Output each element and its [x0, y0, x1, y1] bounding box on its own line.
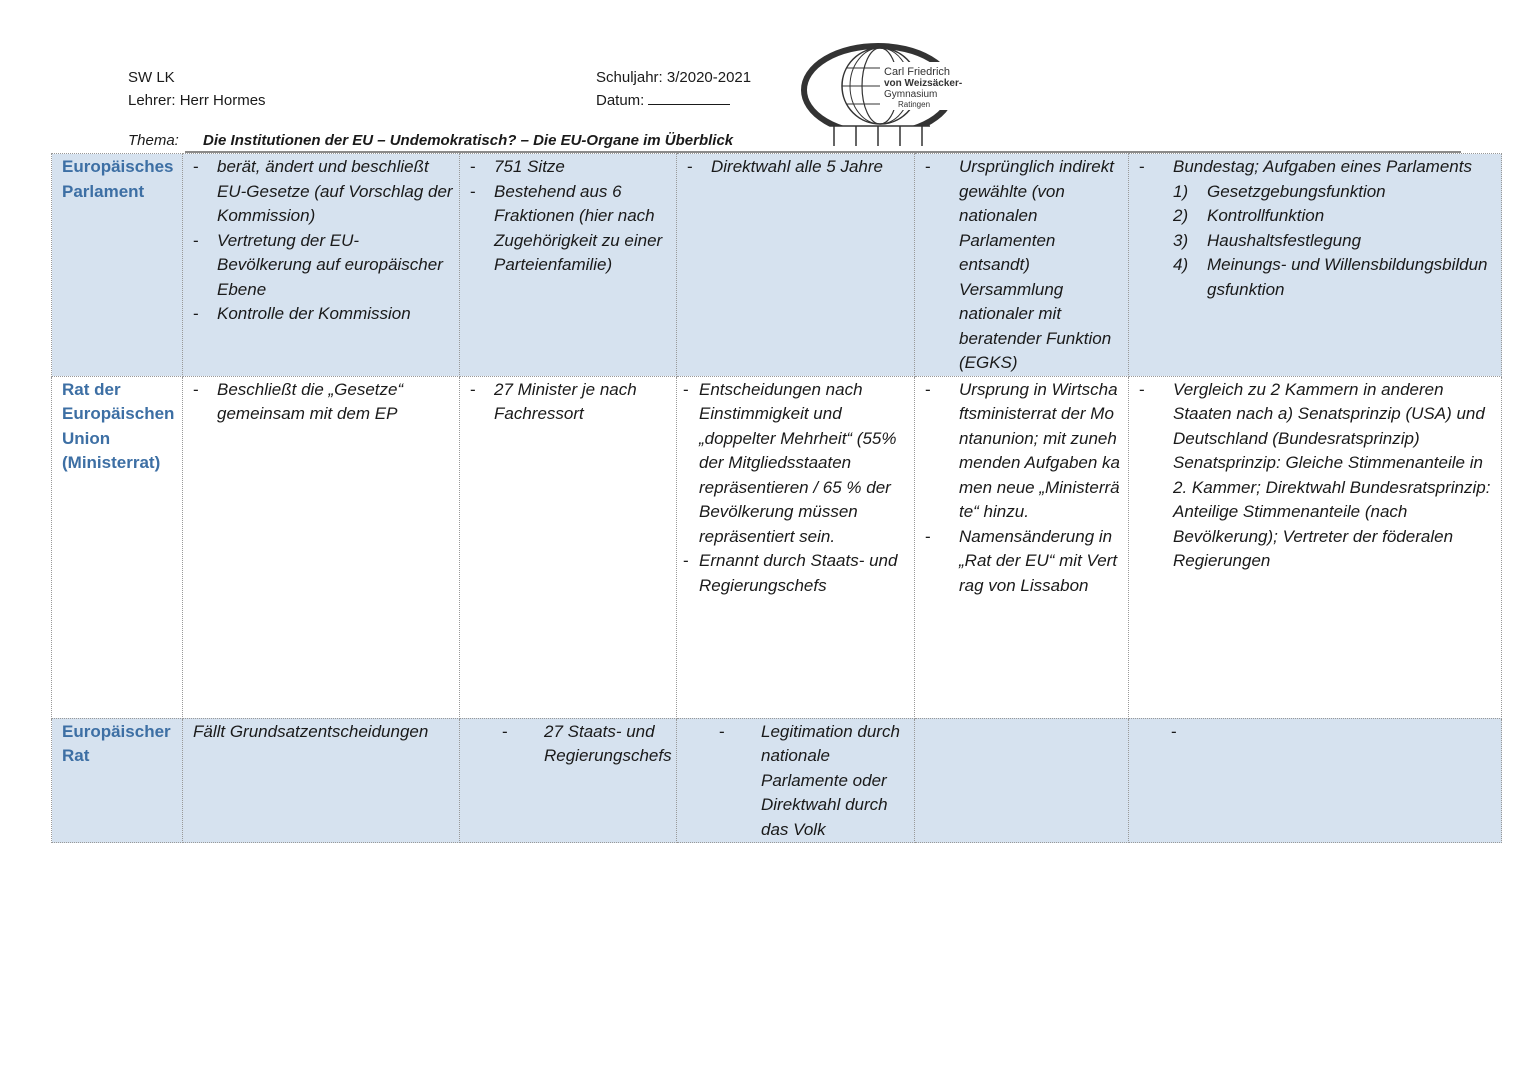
comparison-cell [1129, 376, 1502, 718]
composition-cell [460, 376, 677, 718]
table-row [52, 376, 1502, 718]
logo-text-4: Ratingen [898, 100, 931, 109]
comparison-cell [1129, 154, 1502, 377]
topic-title: Die Institutionen der EU – Undemokratisch? – Die EU-Organe im Überblick [203, 132, 734, 149]
list-item: - Entscheidungen nach Einstimmigkeit und „doppelter Mehrheit“ (55% der Mitgliedsstaaten repräsentieren / 65 % der Bevölkerung müssen repräsentiert sein. [683, 378, 908, 550]
date-blank [648, 89, 730, 105]
list-item: - Vertretung der EU-Bevölkerung auf europäischer Ebene [193, 229, 453, 303]
school-logo [800, 42, 972, 150]
legitimation-cell [677, 154, 915, 377]
list-item: 4) Meinungs- und Willensbildungsbildungsfunktion [1173, 255, 1488, 299]
institution-name: Europäisches Parlament [52, 154, 183, 377]
composition-cell [460, 718, 677, 843]
tasks-cell [183, 376, 460, 718]
tasks-cell [183, 718, 460, 843]
list-item: 3) Haushaltsfestlegung [1173, 230, 1362, 250]
list-item: - Bestehend aus 6 Fraktionen (hier nach Zugehörigkeit zu einer Parteienfamilie) [470, 180, 670, 278]
dash-marker: - [1171, 721, 1177, 741]
history-cell [915, 154, 1129, 377]
list-item: - Namensänderung in „Rat der EU“ mit Vertrag von Lissabon [925, 525, 1122, 599]
comparison-cell [1129, 718, 1502, 843]
history-cell [915, 376, 1129, 718]
history-cell [915, 718, 1129, 843]
list-item: - Ursprung in Wirtschaftsministerrat der Montanunion; mit zunehmenden Aufgaben kamen neue „Ministerräte“ hinzu. [925, 378, 1122, 525]
logo-text-1: Carl Friedrich [884, 66, 951, 78]
table-row [52, 718, 1502, 843]
list-item: - Bundestag; Aufgaben eines Parlaments [1139, 155, 1495, 180]
list-item: - 751 Sitze [470, 155, 670, 180]
list-item: - Kontrolle der Kommission [193, 302, 453, 327]
list-item: - Beschließt die „Gesetze“ gemeinsam mit dem EP [193, 378, 453, 427]
list-item: - berät, ändert und beschließt EU-Gesetze (auf Vorschlag der Kommission) [193, 155, 453, 229]
logo-text-2: von Weizsäcker- [884, 78, 963, 89]
table-row [52, 154, 1502, 377]
list-item: - 27 Staats- und Regierungschefs [502, 720, 670, 769]
logo-text-3: Gymnasium [884, 89, 938, 100]
list-item: 2) Kontrollfunktion [1173, 206, 1325, 225]
list-item: - Legitimation durch nationale Parlamente oder Direktwahl durch das Volk [719, 720, 908, 843]
course-label: SW LK [128, 69, 175, 86]
list-item: - Vergleich zu 2 Kammern in anderen Staaten nach a) Senatsprinzip (USA) und Deutschland (Bundesratsprinzip) Senatsprinzip: Gleiche Stimmenanteile in 2. Kammer; Direktwahl Bundesratsprinzip: Anteilige Stimmenanteile (nach Bevölkerung); Vertreter der föderalen Regierungen [1139, 378, 1495, 574]
teacher-label: Lehrer: Herr Hormes [128, 92, 266, 109]
header-middle [596, 66, 751, 112]
topic-line [128, 132, 733, 149]
list-item: 1) Gesetzgebungsfunktion [1173, 181, 1386, 201]
legitimation-cell [677, 376, 915, 718]
list-item: - 27 Minister je nach Fachressort [470, 378, 670, 427]
tasks-cell [183, 154, 460, 377]
list-item: - Ernannt durch Staats- und Regierungschefs [683, 549, 908, 598]
school-year: Schuljahr: 3/2020-2021 [596, 69, 752, 86]
date-field: Datum: [596, 89, 751, 112]
list-item: - Ursprünglich indirekt gewählte (von nationalen Parlamenten entsandt) Versammlung nationaler mit beratender Funktion (EGKS) [925, 155, 1122, 376]
institution-name: Rat der Europäischen Union (Ministerrat) [52, 376, 183, 718]
header-left [128, 66, 266, 112]
institution-name: Europäischer Rat [52, 718, 183, 843]
list-item: - Direktwahl alle 5 Jahre [687, 155, 908, 180]
tasks-text: Fällt Grundsatzentscheidungen [193, 721, 429, 741]
eu-institutions-table [51, 153, 1502, 843]
composition-cell [460, 154, 677, 377]
topic-label: Thema: [128, 132, 179, 149]
legitimation-cell [677, 718, 915, 843]
